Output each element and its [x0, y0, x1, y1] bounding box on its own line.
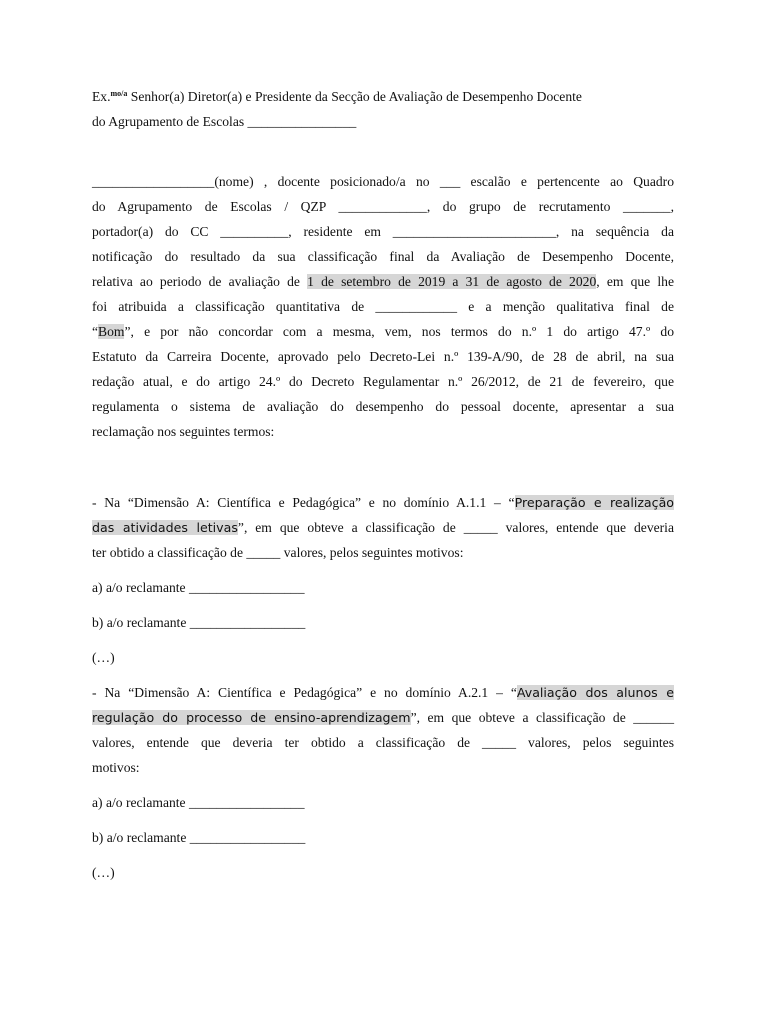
- section-line: ter obtido a classificação de _____ valores, pelos seguintes motivos:: [92, 545, 464, 560]
- intro-line: notificação do resultado da sua classificação final da Avaliação de Desempenho Docente,: [92, 249, 674, 264]
- intro-line: regulamenta o sistema de avaliação do desempenho do pessoal docente, apresentar a sua: [92, 399, 674, 414]
- reclamante-item-b: b) a/o reclamante _________________: [92, 615, 306, 630]
- intro-line: “Bom”, e por não concordar com a mesma, vem, nos termos do n.º 1 do artigo 47.º do: [92, 324, 674, 339]
- section-line: motivos:: [92, 760, 140, 775]
- domain-highlight: Preparação e realização: [514, 495, 674, 510]
- intro-line: redação atual, e do artigo 24.º do Decreto Regulamentar n.º 26/2012, de 21 de fevereiro, que: [92, 374, 674, 389]
- section-line: valores, entende que deveria ter obtido a classificação de _____ valores, pelos seguintes: [92, 735, 674, 750]
- ellipsis: (…): [92, 650, 115, 665]
- intro-line: portador(a) do CC __________, residente em ________________________, na sequência da: [92, 224, 674, 239]
- section-line: das atividades letivas”, em que obteve a classificação de _____ valores, entende que deveria: [92, 520, 674, 535]
- section-line: - Na “Dimensão A: Científica e Pedagógica” e no domínio A.1.1 – “Preparação e realização: [92, 495, 674, 510]
- reclamante-item-b: b) a/o reclamante _________________: [92, 830, 306, 845]
- section-a21: [92, 680, 674, 780]
- reclamante-item-a: a) a/o reclamante _________________: [92, 580, 305, 595]
- qualitative-mention-highlight: Bom: [98, 324, 125, 339]
- domain-highlight: das atividades letivas: [92, 520, 238, 535]
- addressee-line-1: Ex.$^{mo/a}$ Senhor(a) Diretor(a) e Presidente da Secção de Avaliação de Desempenho Docente: [92, 89, 582, 104]
- domain-highlight: Avaliação dos alunos e: [516, 685, 674, 700]
- addressee-line-2: do Agrupamento de Escolas ________________: [92, 114, 357, 129]
- intro-line: __________________(nome) , docente posicionado/a no ___ escalão e pertencente ao Quadro: [92, 174, 674, 189]
- section-a11: [92, 490, 674, 565]
- section-line: regulação do processo de ensino-aprendizagem”, em que obteve a classificação de ______: [92, 710, 674, 725]
- domain-highlight: regulação do processo de ensino-aprendizagem: [92, 710, 411, 725]
- reclamante-item-a: a) a/o reclamante _________________: [92, 795, 305, 810]
- ellipsis: (…): [92, 865, 115, 880]
- intro-line: Estatuto da Carreira Docente, aprovado pelo Decreto-Lei n.º 139-A/90, de 28 de abril, na sua: [92, 349, 674, 364]
- evaluation-period-highlight: 1 de setembro de 2019 a 31 de agosto de 2020: [307, 274, 597, 289]
- intro-line: relativa ao periodo de avaliação de 1 de setembro de 2019 a 31 de agosto de 2020, em que lhe: [92, 274, 674, 289]
- intro-line: do Agrupamento de Escolas / QZP _____________, do grupo de recrutamento _______,: [92, 199, 674, 214]
- addressee-header: [92, 84, 674, 134]
- intro-line: reclamação nos seguintes termos:: [92, 424, 275, 439]
- section-line: - Na “Dimensão A: Científica e Pedagógica” e no domínio A.2.1 – “Avaliação dos alunos e: [92, 685, 674, 700]
- intro-line: foi atribuida a classificação quantitativa de ____________ e a menção qualitativa final de: [92, 299, 674, 314]
- intro-paragraph: [92, 169, 674, 444]
